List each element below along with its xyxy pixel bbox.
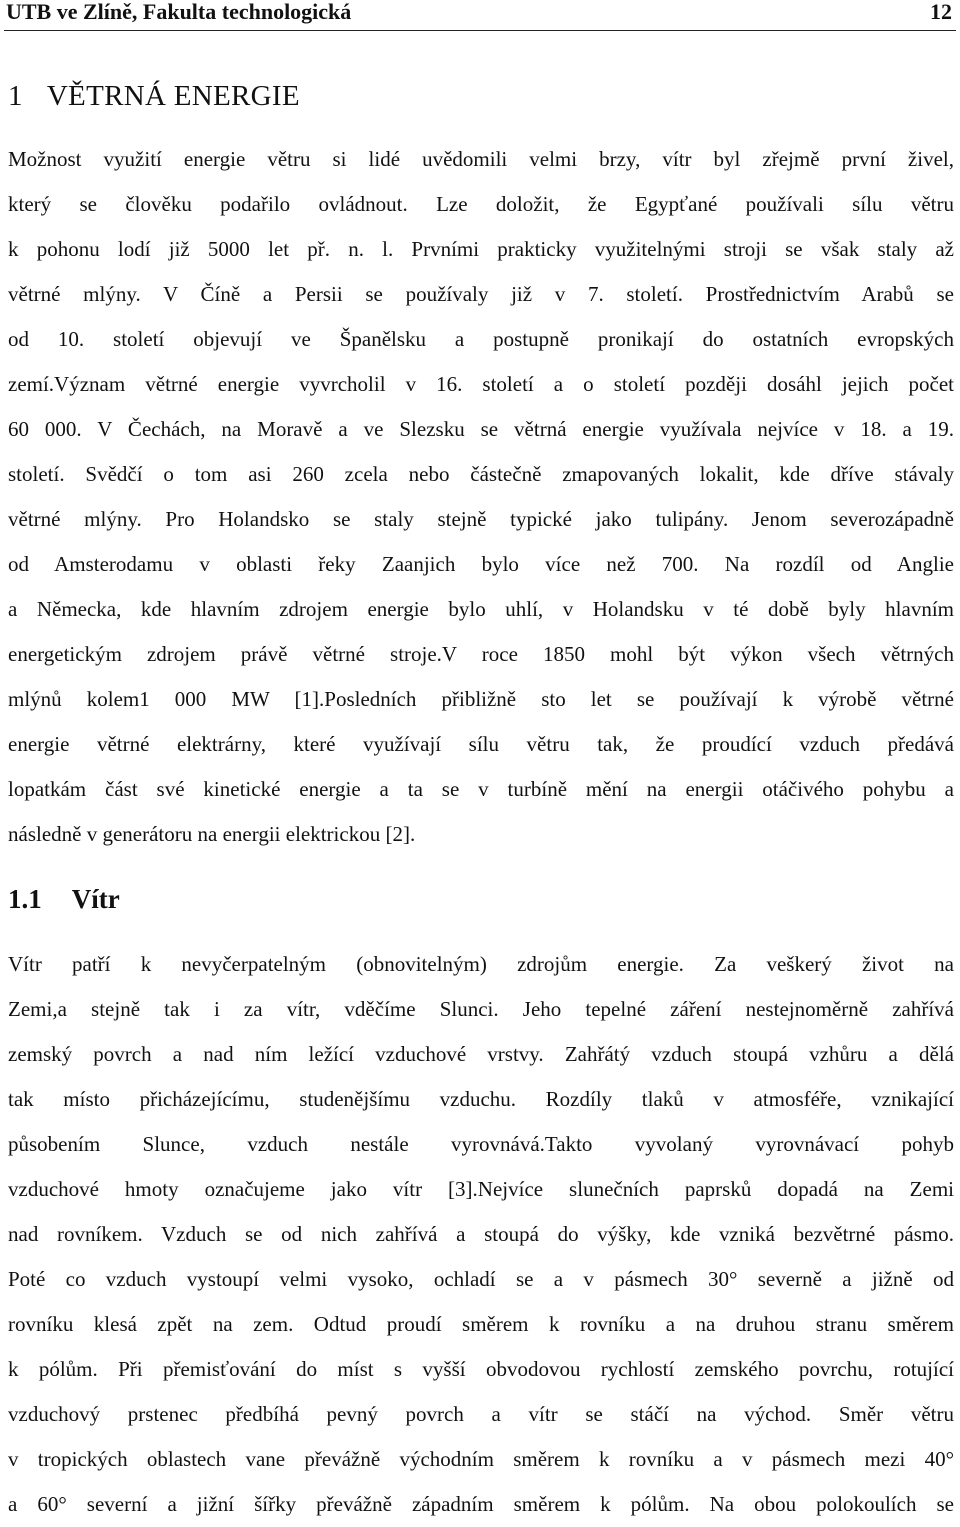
text-line: tak místo přicházejícímu, studenějšímu vzduchu. Rozdíly tlaků v atmosféře, vznikající [8, 1087, 954, 1111]
text-line: od Amsterodamu v oblasti řeky Zaanjich bylo více než 700. Na rozdíl od Anglie [8, 552, 954, 576]
chapter-title: VĚTRNÁ ENERGIE [46, 80, 300, 112]
text-line: a Německa, kde hlavním zdrojem energie bylo uhlí, v Holandsku v té době byly hlavním [8, 597, 954, 621]
chapter-heading [8, 78, 300, 114]
text-line: Zemi,a stejně tak i za vítr, vděčíme Slunci. Jeho tepelné záření nestejnoměrně zahřívá [8, 997, 954, 1021]
text-line: větrné mlýny. V Číně a Persii se používaly již v 7. století. Prostřednictvím Arabů se [8, 282, 954, 306]
text-line: mlýnů kolem1 000 MW [1].Posledních přibližně sto let se používají k výrobě větrné [8, 687, 954, 711]
text-line: k pólům. Při přemisťování do míst s vyšší obvodovou rychlostí zemského povrchu, rotující [8, 1357, 954, 1381]
text-line: od 10. století objevují ve Španělsku a postupně pronikají do ostatních evropských [8, 327, 954, 351]
text-line: 60 000. V Čechách, na Moravě a ve Slezsku se větrná energie využívala nejvíce v 18. a 19. [8, 417, 954, 441]
text-line: energetickým zdrojem právě větrné stroje.V roce 1850 mohl být výkon všech větrných [8, 642, 954, 666]
header-institution: UTB ve Zlíně, Fakulta technologická [6, 0, 352, 24]
section-heading [8, 882, 120, 916]
text-line: Možnost využití energie větru si lidé uvědomili velmi brzy, vítr byl zřejmě první živel, [8, 147, 954, 171]
text-line: a 60° severní a jižní šířky převážně západním směrem k pólům. Na obou polokoulích se [8, 1492, 954, 1516]
text-line: zemí.Význam větrné energie vyvrcholil v 16. století a o století později dosáhl jejich počet [8, 372, 954, 396]
text-line: Vítr patří k nevyčerpatelným (obnovitelným) zdrojům energie. Za veškerý život na [8, 952, 954, 976]
header-rule [4, 30, 956, 31]
text-line: rovníku klesá zpět na zem. Odtud proudí směrem k rovníku a na druhou stranu směrem [8, 1312, 954, 1336]
text-line: lopatkám část své kinetické energie a ta se v turbíně mění na energii otáčivého pohybu a [8, 777, 954, 801]
paragraph-wind [8, 942, 954, 1527]
running-header [6, 0, 952, 26]
text-line: k pohonu lodí již 5000 let př. n. l. Prvními prakticky využitelnými stroji se však staly až [8, 237, 954, 261]
text-line: následně v generátoru na energii elektrickou [2]. [8, 822, 416, 846]
text-line: v tropických oblastech vane převážně východním směrem k rovníku a v pásmech mezi 40° [8, 1447, 954, 1471]
paragraph-wind-energy-history [8, 137, 954, 857]
text-line: větrné mlýny. Pro Holandsko se staly stejně typické jako tulipány. Jenom severozápadně [8, 507, 954, 531]
section-title: Vítr [71, 884, 120, 914]
text-line: působením Slunce, vzduch nestále vyrovnává.Takto vyvolaný vyrovnávací pohyb [8, 1132, 954, 1156]
text-line: století. Svědčí o tom asi 260 zcela nebo částečně zmapovaných lokalit, kde dříve stávaly [8, 462, 954, 486]
section-number: 1.1 [8, 884, 42, 914]
text-line: který se člověku podařilo ovládnout. Lze doložit, že Egypťané používali sílu větru [8, 192, 954, 216]
text-line: zemský povrch a nad ním ležící vzduchové vrstvy. Zahřátý vzduch stoupá vzhůru a dělá [8, 1042, 954, 1066]
text-line: energie větrné elektrárny, které využívají sílu větru tak, že proudící vzduch předává [8, 732, 954, 756]
text-line: nad rovníkem. Vzduch se od nich zahřívá a stoupá do výšky, kde vzniká bezvětrné pásmo. [8, 1222, 954, 1246]
chapter-number: 1 [8, 80, 23, 112]
text-line: vzduchové hmoty označujeme jako vítr [3].Nejvíce slunečních paprsků dopadá na Zemi [8, 1177, 954, 1201]
text-line: vzduchový prstenec předbíhá pevný povrch a vítr se stáčí na východ. Směr větru [8, 1402, 954, 1426]
header-page-number: 12 [930, 0, 952, 24]
text-line: Poté co vzduch vystoupí velmi vysoko, ochladí se a v pásmech 30° severně a jižně od [8, 1267, 954, 1291]
